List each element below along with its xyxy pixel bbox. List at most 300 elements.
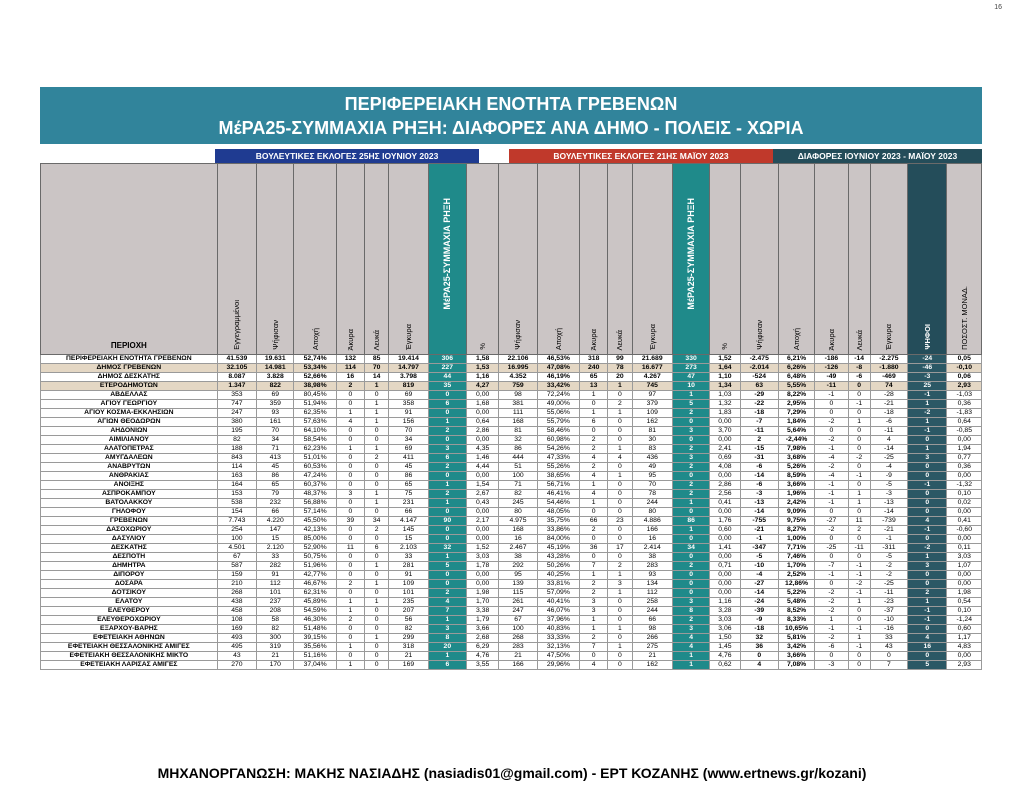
cell-invalid-diff: -6 xyxy=(815,643,848,652)
cell-voted-may: 71 xyxy=(499,481,537,490)
cell-abstention-diff: 9,75% xyxy=(778,517,814,526)
cell-registered-june: 353 xyxy=(217,391,256,400)
cell-party-votes-may: 3 xyxy=(672,598,709,607)
cell-voted-may: 22.106 xyxy=(499,355,537,364)
cell-party-pct-may: 3,70 xyxy=(710,427,740,436)
header-voted-june: Ψήφισαν xyxy=(257,164,294,355)
cell-valid-may: 4.886 xyxy=(632,517,672,526)
region-name-cell: ΕΛΕΥΘΕΡΟΥ xyxy=(41,607,218,616)
cell-party-pct-may: 0,00 xyxy=(710,418,740,427)
cell-valid-diff: 74 xyxy=(870,382,907,391)
page-number: 16 xyxy=(994,4,1002,11)
cell-invalid-diff: 0 xyxy=(815,400,848,409)
cell-abstention-may: 55,26% xyxy=(537,463,579,472)
cell-abstention-diff: 1,70% xyxy=(778,562,814,571)
cell-voted-june: 208 xyxy=(257,607,294,616)
cell-voted-diff: 4 xyxy=(740,661,778,670)
cell-valid-june: 15 xyxy=(389,535,428,544)
cell-blank-june: 0 xyxy=(365,535,389,544)
cell-party-votes-june: 7 xyxy=(428,607,466,616)
cell-blank-may: 0 xyxy=(608,598,632,607)
cell-invalid-may: 1 xyxy=(580,391,608,400)
cell-invalid-june: 1 xyxy=(336,445,364,454)
cell-registered-june: 495 xyxy=(217,643,256,652)
cell-valid-diff: 4 xyxy=(870,436,907,445)
cell-blank-diff: -14 xyxy=(848,355,870,364)
cell-valid-june: 91 xyxy=(389,409,428,418)
cell-abstention-may: 35,75% xyxy=(537,517,579,526)
cell-valid-may: 98 xyxy=(632,625,672,634)
section-may-2023: ΒΟΥΛΕΥΤΙΚΕΣ ΕΚΛΟΓΕΣ 21ΗΣ ΜΑΪΟΥ 2023 xyxy=(509,149,773,163)
cell-party-votes-may: 0 xyxy=(672,553,709,562)
cell-voted-diff: -39 xyxy=(740,607,778,616)
cell-invalid-diff: 0 xyxy=(815,508,848,517)
cell-voted-diff: -22 xyxy=(740,400,778,409)
cell-voted-june: 237 xyxy=(257,598,294,607)
cell-registered-june: 538 xyxy=(217,499,256,508)
cell-invalid-june: 132 xyxy=(336,355,364,364)
cell-abstention-may: 32,13% xyxy=(537,643,579,652)
cell-invalid-diff: -1 xyxy=(815,445,848,454)
header-pct-may: % xyxy=(710,164,740,355)
cell-abstention-diff: 6,26% xyxy=(778,364,814,373)
table-row xyxy=(41,508,982,517)
table-row xyxy=(41,652,982,661)
cell-invalid-diff: -1 xyxy=(815,481,848,490)
cell-invalid-may: 3 xyxy=(580,598,608,607)
cell-abstention-may: 43,28% xyxy=(537,553,579,562)
cell-valid-diff: -14 xyxy=(870,508,907,517)
table-row xyxy=(41,571,982,580)
table-row xyxy=(41,481,982,490)
cell-party-votes-june: 3 xyxy=(428,445,466,454)
region-name-cell: ΕΦΕΤΕΙΑΚΗ ΛΑΡΙΣΑΣ ΑΜΙΓΕΣ xyxy=(41,661,218,670)
cell-party-pct-may: 0,00 xyxy=(710,571,740,580)
cell-party-pct-may: 3,28 xyxy=(710,607,740,616)
cell-party-votes-may: 3 xyxy=(672,427,709,436)
cell-voted-diff: 36 xyxy=(740,643,778,652)
cell-abstention-june: 35,56% xyxy=(294,643,336,652)
cell-registered-june: 114 xyxy=(217,463,256,472)
cell-voted-june: 71 xyxy=(257,445,294,454)
cell-voted-may: 82 xyxy=(499,490,537,499)
cell-invalid-may: 1 xyxy=(580,409,608,418)
cell-invalid-june: 0 xyxy=(336,571,364,580)
cell-valid-june: 299 xyxy=(389,634,428,643)
cell-abstention-june: 56,88% xyxy=(294,499,336,508)
cell-party-pct-may: 1,32 xyxy=(710,400,740,409)
cell-abstention-june: 38,98% xyxy=(294,382,336,391)
header-row xyxy=(41,164,982,355)
cell-voted-may: 261 xyxy=(499,598,537,607)
cell-pct-units-diff: -1,03 xyxy=(947,391,982,400)
cell-blank-may: 1 xyxy=(608,571,632,580)
cell-invalid-june: 0 xyxy=(336,652,364,661)
cell-pct-units-diff: 1,17 xyxy=(947,634,982,643)
cell-invalid-diff: -2 xyxy=(815,607,848,616)
cell-party-votes-may: 1 xyxy=(672,652,709,661)
cell-blank-may: 78 xyxy=(608,364,632,373)
cell-blank-may: 1 xyxy=(608,472,632,481)
cell-party-votes-may: 4 xyxy=(672,634,709,643)
cell-votes-diff: -1 xyxy=(908,526,947,535)
cell-invalid-may: 4 xyxy=(580,454,608,463)
region-name-cell: ΑΜΥΓΔΑΛΕΩΝ xyxy=(41,454,218,463)
cell-registered-june: 4.501 xyxy=(217,544,256,553)
cell-votes-diff: 2 xyxy=(908,589,947,598)
cell-registered-june: 82 xyxy=(217,436,256,445)
cell-abstention-diff: 1,84% xyxy=(778,418,814,427)
cell-party-pct-june: 3,03 xyxy=(467,553,499,562)
cell-valid-june: 235 xyxy=(389,598,428,607)
cell-blank-diff: -1 xyxy=(848,571,870,580)
cell-valid-may: 244 xyxy=(632,499,672,508)
cell-invalid-june: 0 xyxy=(336,499,364,508)
cell-valid-diff: -37 xyxy=(870,607,907,616)
cell-valid-june: 21 xyxy=(389,652,428,661)
cell-blank-may: 1 xyxy=(608,445,632,454)
cell-abstention-june: 60,37% xyxy=(294,481,336,490)
cell-voted-diff: -2.014 xyxy=(740,364,778,373)
cell-blank-june: 0 xyxy=(365,589,389,598)
cell-votes-diff: -1 xyxy=(908,481,947,490)
cell-voted-may: 67 xyxy=(499,616,537,625)
cell-party-votes-june: 0 xyxy=(428,526,466,535)
cell-valid-june: 101 xyxy=(389,589,428,598)
cell-party-pct-may: 1,45 xyxy=(710,643,740,652)
cell-blank-diff: -11 xyxy=(848,544,870,553)
cell-valid-may: 66 xyxy=(632,616,672,625)
cell-invalid-june: 0 xyxy=(336,427,364,436)
cell-valid-may: 109 xyxy=(632,409,672,418)
cell-blank-diff: 1 xyxy=(848,598,870,607)
cell-blank-may: 0 xyxy=(608,535,632,544)
cell-party-pct-may: 0,00 xyxy=(710,535,740,544)
cell-pct-units-diff: 0,36 xyxy=(947,400,982,409)
cell-blank-june: 6 xyxy=(365,544,389,553)
cell-blank-june: 1 xyxy=(365,400,389,409)
cell-valid-june: 207 xyxy=(389,607,428,616)
cell-party-votes-june: 1 xyxy=(428,418,466,427)
cell-votes-diff: 0 xyxy=(908,652,947,661)
table-row xyxy=(41,364,982,373)
region-name-cell: ΔΟΣΑΡΑ xyxy=(41,580,218,589)
cell-abstention-diff: 2,52% xyxy=(778,571,814,580)
cell-valid-june: 281 xyxy=(389,562,428,571)
cell-blank-may: 1 xyxy=(608,643,632,652)
region-name-cell: ΑΓΙΩΝ ΘΕΟΔΩΡΩΝ xyxy=(41,418,218,427)
cell-party-votes-june: 6 xyxy=(428,661,466,670)
cell-registered-june: 43 xyxy=(217,652,256,661)
cell-party-pct-june: 1,79 xyxy=(467,616,499,625)
cell-abstention-diff: 8,22% xyxy=(778,391,814,400)
cell-voted-diff: -4 xyxy=(740,571,778,580)
cell-valid-diff: -2 xyxy=(870,562,907,571)
cell-pct-units-diff: 0,00 xyxy=(947,472,982,481)
cell-party-pct-june: 0,00 xyxy=(467,436,499,445)
cell-valid-june: 169 xyxy=(389,661,428,670)
cell-votes-diff: 0 xyxy=(908,490,947,499)
cell-abstention-may: 47,08% xyxy=(537,364,579,373)
cell-abstention-june: 45,89% xyxy=(294,598,336,607)
cell-invalid-diff: -2 xyxy=(815,436,848,445)
cell-voted-june: 21 xyxy=(257,652,294,661)
cell-party-pct-may: 1,10 xyxy=(710,373,740,382)
cell-valid-may: 81 xyxy=(632,427,672,436)
cell-invalid-may: 3 xyxy=(580,607,608,616)
table-row xyxy=(41,553,982,562)
cell-party-pct-june: 0,00 xyxy=(467,535,499,544)
cell-abstention-may: 46,53% xyxy=(537,355,579,364)
cell-valid-june: 34 xyxy=(389,436,428,445)
cell-abstention-diff: 5,26% xyxy=(778,463,814,472)
table-row xyxy=(41,616,982,625)
cell-registered-june: 154 xyxy=(217,508,256,517)
cell-valid-june: 56 xyxy=(389,616,428,625)
cell-voted-diff: -27 xyxy=(740,580,778,589)
cell-registered-june: 210 xyxy=(217,580,256,589)
cell-valid-may: 16 xyxy=(632,535,672,544)
cell-registered-june: 493 xyxy=(217,634,256,643)
cell-votes-diff: 16 xyxy=(908,643,947,652)
header-abstention-may: Αποχή xyxy=(537,164,579,355)
cell-valid-may: 266 xyxy=(632,634,672,643)
cell-abstention-diff: 8,27% xyxy=(778,526,814,535)
cell-voted-june: 822 xyxy=(257,382,294,391)
cell-blank-diff: 0 xyxy=(848,445,870,454)
cell-party-votes-may: 2 xyxy=(672,463,709,472)
cell-party-pct-may: 4,76 xyxy=(710,652,740,661)
cell-pct-units-diff: 0,02 xyxy=(947,499,982,508)
cell-abstention-diff: 3,68% xyxy=(778,454,814,463)
cell-abstention-diff: 1,96% xyxy=(778,490,814,499)
table-row xyxy=(41,391,982,400)
cell-abstention-diff: 2,42% xyxy=(778,499,814,508)
cell-party-votes-june: 1 xyxy=(428,499,466,508)
cell-blank-june: 14 xyxy=(365,373,389,382)
cell-party-pct-june: 1,16 xyxy=(467,373,499,382)
cell-party-votes-may: 0 xyxy=(672,472,709,481)
cell-invalid-diff: -27 xyxy=(815,517,848,526)
table-row xyxy=(41,517,982,526)
region-name-cell: ΕΞΑΡΧΟΥ-ΒΑΡΗΣ xyxy=(41,625,218,634)
cell-blank-may: 3 xyxy=(608,580,632,589)
header-party-june: ΜέΡΑ25-ΣΥΜΜΑΧΙΑ ΡΗΞΗ xyxy=(428,164,466,355)
region-name-cell: ΕΤΕΡΟΔΗΜΟΤΩΝ xyxy=(41,382,218,391)
region-name-cell: ΕΛΑΤΟΥ xyxy=(41,598,218,607)
cell-blank-june: 1 xyxy=(365,490,389,499)
cell-valid-june: 82 xyxy=(389,625,428,634)
cell-abstention-june: 48,37% xyxy=(294,490,336,499)
cell-blank-june: 2 xyxy=(365,454,389,463)
cell-voted-june: 82 xyxy=(257,625,294,634)
cell-valid-may: 436 xyxy=(632,454,672,463)
cell-blank-diff: 0 xyxy=(848,463,870,472)
cell-invalid-june: 11 xyxy=(336,544,364,553)
cell-party-pct-june: 2,67 xyxy=(467,490,499,499)
cell-invalid-june: 0 xyxy=(336,553,364,562)
cell-abstention-may: 45,19% xyxy=(537,544,579,553)
cell-voted-diff: -29 xyxy=(740,391,778,400)
cell-party-votes-may: 2 xyxy=(672,562,709,571)
cell-valid-june: 33 xyxy=(389,553,428,562)
cell-voted-may: 759 xyxy=(499,382,537,391)
table-row xyxy=(41,526,982,535)
cell-valid-diff: -16 xyxy=(870,625,907,634)
cell-abstention-june: 39,15% xyxy=(294,634,336,643)
cell-party-pct-june: 1,78 xyxy=(467,562,499,571)
cell-blank-may: 2 xyxy=(608,562,632,571)
cell-valid-diff: -2 xyxy=(870,571,907,580)
region-name-cell: ΑΛΑΤΟΠΕΤΡΑΣ xyxy=(41,445,218,454)
cell-voted-may: 245 xyxy=(499,499,537,508)
cell-valid-june: 69 xyxy=(389,445,428,454)
cell-voted-june: 66 xyxy=(257,508,294,517)
cell-abstention-diff: 6,21% xyxy=(778,355,814,364)
cell-blank-diff: 0 xyxy=(848,553,870,562)
region-name-cell: ΕΦΕΤΕΙΑΚΗ ΘΕΣΣΑΛΟΝΙΚΗΣ ΜΙΚΤΟ xyxy=(41,652,218,661)
cell-pct-units-diff: 0,00 xyxy=(947,580,982,589)
cell-valid-may: 745 xyxy=(632,382,672,391)
cell-party-pct-may: 0,60 xyxy=(710,526,740,535)
cell-party-pct-may: 0,00 xyxy=(710,580,740,589)
cell-voted-diff: -18 xyxy=(740,409,778,418)
cell-party-votes-may: 0 xyxy=(672,436,709,445)
cell-voted-diff: -14 xyxy=(740,472,778,481)
table-row xyxy=(41,472,982,481)
cell-votes-diff: 0 xyxy=(908,463,947,472)
cell-invalid-june: 0 xyxy=(336,625,364,634)
cell-blank-may: 1 xyxy=(608,409,632,418)
cell-abstention-june: 37,04% xyxy=(294,661,336,670)
cell-invalid-diff: -7 xyxy=(815,562,848,571)
cell-registered-june: 159 xyxy=(217,571,256,580)
cell-invalid-june: 39 xyxy=(336,517,364,526)
cell-valid-june: 65 xyxy=(389,481,428,490)
cell-party-pct-june: 3,55 xyxy=(467,661,499,670)
cell-votes-diff: 1 xyxy=(908,400,947,409)
cell-party-votes-june: 2 xyxy=(428,490,466,499)
cell-voted-may: 98 xyxy=(499,391,537,400)
cell-voted-may: 86 xyxy=(499,445,537,454)
cell-party-pct-may: 0,00 xyxy=(710,436,740,445)
section-differences: ΔΙΑΦΟΡΕΣ ΙΟΥΝΙΟΥ 2023 - ΜΑΪΟΥ 2023 xyxy=(773,149,982,163)
cell-valid-june: 70 xyxy=(389,427,428,436)
cell-party-pct-june: 0,00 xyxy=(467,508,499,517)
cell-invalid-diff: 1 xyxy=(815,616,848,625)
cell-abstention-diff: 5,55% xyxy=(778,382,814,391)
cell-voted-may: 115 xyxy=(499,589,537,598)
cell-registered-june: 1.347 xyxy=(217,382,256,391)
cell-party-votes-june: 0 xyxy=(428,580,466,589)
cell-blank-diff: 0 xyxy=(848,535,870,544)
cell-party-pct-may: 0,00 xyxy=(710,553,740,562)
cell-party-votes-june: 8 xyxy=(428,634,466,643)
region-name-cell: ΑΓΙΟΥ ΓΕΩΡΓΙΟΥ xyxy=(41,400,218,409)
cell-valid-may: 95 xyxy=(632,472,672,481)
cell-invalid-diff: 0 xyxy=(815,535,848,544)
cell-blank-june: 0 xyxy=(365,391,389,400)
cell-blank-diff: -2 xyxy=(848,454,870,463)
header-voted-diff: Ψήφισαν xyxy=(740,164,778,355)
cell-abstention-diff: 7,29% xyxy=(778,409,814,418)
cell-abstention-may: 40,25% xyxy=(537,571,579,580)
cell-party-pct-may: 1,34 xyxy=(710,382,740,391)
cell-party-votes-may: 1 xyxy=(672,661,709,670)
cell-votes-diff: 0 xyxy=(908,580,947,589)
page-title: ΠΕΡΙΦΕΡΕΙΑΚΗ ΕΝΟΤΗΤΑ ΓΡΕΒΕΝΩΝ xyxy=(344,94,678,114)
cell-invalid-diff: -1 xyxy=(815,490,848,499)
cell-party-pct-may: 0,69 xyxy=(710,454,740,463)
cell-abstention-may: 37,96% xyxy=(537,616,579,625)
cell-blank-june: 0 xyxy=(365,481,389,490)
cell-invalid-diff: -3 xyxy=(815,661,848,670)
cell-pct-units-diff: 0,64 xyxy=(947,418,982,427)
header-valid-diff: Έγκυρα xyxy=(870,164,907,355)
cell-voted-may: 16 xyxy=(499,535,537,544)
cell-valid-may: 80 xyxy=(632,508,672,517)
cell-abstention-may: 54,46% xyxy=(537,499,579,508)
cell-abstention-may: 46,19% xyxy=(537,373,579,382)
cell-blank-june: 0 xyxy=(365,472,389,481)
cell-abstention-june: 52,66% xyxy=(294,373,336,382)
cell-invalid-june: 3 xyxy=(336,490,364,499)
header-blank-may: Λευκά xyxy=(608,164,632,355)
cell-blank-june: 0 xyxy=(365,427,389,436)
cell-abstention-may: 50,26% xyxy=(537,562,579,571)
cell-valid-diff: -10 xyxy=(870,616,907,625)
cell-abstention-may: 49,00% xyxy=(537,400,579,409)
cell-valid-june: 66 xyxy=(389,508,428,517)
cell-party-votes-june: 227 xyxy=(428,364,466,373)
cell-party-pct-june: 1,53 xyxy=(467,364,499,373)
cell-voted-diff: -24 xyxy=(740,598,778,607)
cell-party-pct-june: 6,29 xyxy=(467,643,499,652)
region-name-cell: ΓΡΕΒΕΝΩΝ xyxy=(41,517,218,526)
cell-blank-june: 0 xyxy=(365,616,389,625)
cell-party-pct-june: 4,44 xyxy=(467,463,499,472)
cell-party-pct-may: 1,41 xyxy=(710,544,740,553)
cell-blank-may: 0 xyxy=(608,508,632,517)
table-row xyxy=(41,418,982,427)
table-row xyxy=(41,436,982,445)
cell-voted-june: 79 xyxy=(257,490,294,499)
cell-abstention-diff: 7,08% xyxy=(778,661,814,670)
header-abstention-diff: Αποχή xyxy=(778,164,814,355)
cell-valid-may: 21.689 xyxy=(632,355,672,364)
cell-blank-june: 0 xyxy=(365,436,389,445)
cell-registered-june: 247 xyxy=(217,409,256,418)
cell-party-pct-may: 2,86 xyxy=(710,481,740,490)
cell-abstention-diff: 7,71% xyxy=(778,544,814,553)
cell-invalid-june: 0 xyxy=(336,400,364,409)
cell-invalid-diff: 0 xyxy=(815,652,848,661)
cell-abstention-june: 51,16% xyxy=(294,652,336,661)
cell-blank-june: 0 xyxy=(365,661,389,670)
cell-valid-june: 86 xyxy=(389,472,428,481)
cell-registered-june: 108 xyxy=(217,616,256,625)
table-row xyxy=(41,598,982,607)
cell-abstention-june: 47,24% xyxy=(294,472,336,481)
cell-votes-diff: -1 xyxy=(908,391,947,400)
cell-registered-june: 270 xyxy=(217,661,256,670)
cell-party-votes-may: 3 xyxy=(672,625,709,634)
cell-votes-diff: 4 xyxy=(908,517,947,526)
cell-voted-june: 19.631 xyxy=(257,355,294,364)
cell-abstention-june: 58,54% xyxy=(294,436,336,445)
cell-invalid-may: 4 xyxy=(580,661,608,670)
cell-voted-june: 112 xyxy=(257,580,294,589)
